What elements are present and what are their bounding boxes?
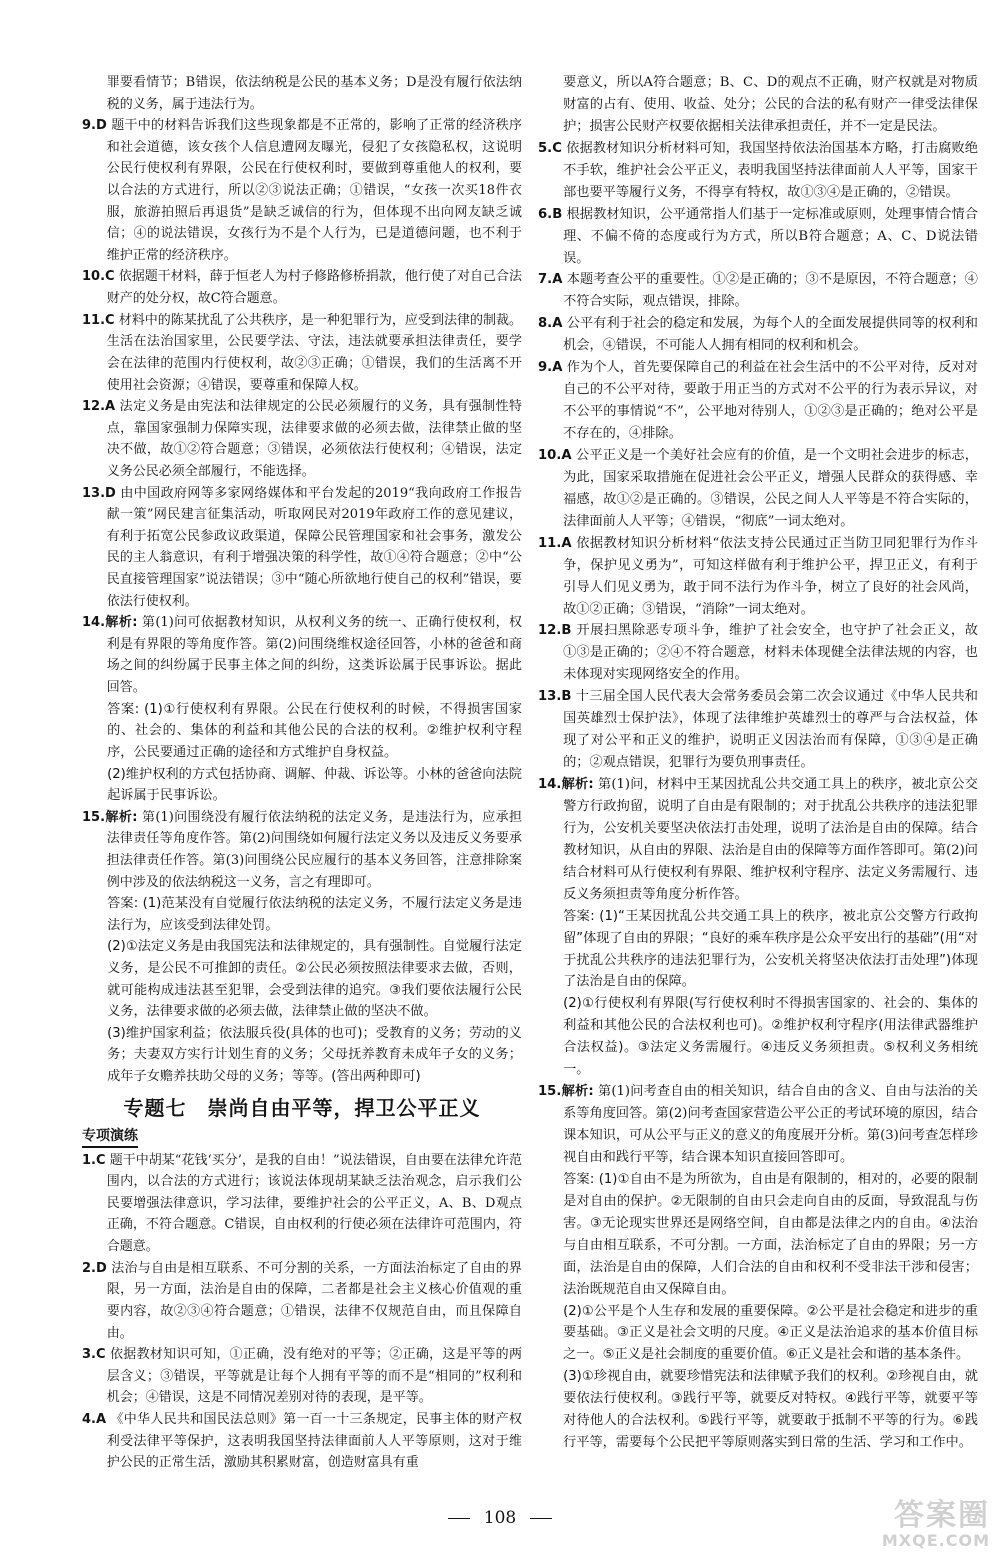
question-item <box>82 807 522 893</box>
question-item <box>538 269 978 313</box>
item-text: 开展扫黑除恶专项斗争，维护了社会安全，也守护了社会正义，故①③是正确的；②④不符合题意，材料未体现健全法律法规的内容，也未体现对实现网络安全的作用。 <box>563 623 978 683</box>
answer-block <box>538 1169 978 1301</box>
subsection-heading: 专项演练 <box>82 1126 138 1148</box>
item-text: (1)“王某因扰乱公共交通工具上的秩序，被北京公交警方行政拘留”体现了自由的界限；“良好的乘车秩序是公众平安出行的基础”(用“对于扰乱公共秩序的违法犯罪行为，公安机关将坚决依法打击处理”)体现了法治是自由的保障。 <box>563 908 978 990</box>
answer-choice: D <box>105 485 116 501</box>
answer-choice: B <box>552 206 563 222</box>
answer-label: 答案: <box>107 896 139 912</box>
text-continuation <box>82 764 522 807</box>
answer-block <box>82 893 522 936</box>
item-text: 第(1)问围绕没有履行依法纳税的法定义务，是违法行为，应承担法律责任等角度作答。第(2)问围绕如何履行法定义务以及违反义务要承担法律责任作答。第(3)问围绕公民应履行的基本义务回答，注意排除案例中涉及的依法纳税这一义务，言之有理即可。 <box>106 809 522 890</box>
item-text: 材料中的陈某扰乱了公共秩序，是一种犯罪行为，应受到法律的制裁。生活在法治国家里，公民要学法、守法，违法就要承担法律责任，要学会在法律的范围内行使权利，故②③正确；①错误，我们的生活离不开使用社会资源；④错误，要尊重和保障人权。 <box>106 312 522 393</box>
item-text: 依据教材知识可知，①正确，没有绝对的平等；②正确，这是平等的两层含义；③错误，平等就是让每个人拥有平等的而不是“相同的”权利和机会；④错误，这是不同情况差别对待的表现，是平等。 <box>106 1347 522 1406</box>
item-text: (3)维护国家利益；依法服兵役(具体的也可)；受教育的义务；劳动的义务；夫妻双方实行计划生育的义务；父母抚养教育未成年子女的义务；成年子女赡养扶助父母的义务；等等。(答出两种即可) <box>107 1025 522 1085</box>
section-title: 专题七 崇尚自由平等，捍卫公平正义 <box>123 1095 481 1120</box>
question-item <box>538 620 978 686</box>
answer-choice: C <box>105 269 115 285</box>
question-number: 11. <box>538 535 562 551</box>
left-column <box>82 72 522 1474</box>
answer-label: 答案: <box>563 1171 595 1187</box>
item-text: (1)①行使权利有界限。公民在行使权利的时候，不得损害国家的、社会的、集体的利益和其他公民的合法的权利。②维护权利守程序，公民要通过正确的途径和方式维护自身权益。 <box>107 701 522 760</box>
watermark-bottom: MXQE.COM <box>881 1531 990 1550</box>
answer-choice: A <box>561 447 572 463</box>
question-number: 13. <box>538 689 562 705</box>
answer-choice: A <box>95 1411 107 1427</box>
question-number: 13. <box>82 485 106 501</box>
item-text: 公平正义是一个美好社会应有的价值，是一个文明社会进步的标志，为此，国家采取措施在促进社会公平正义，增强人民群众的获得感、幸福感，故①②是正确的。③错误，公民之间人人平等是不符合实际的，法律面前人人平等；④错误，“彻底”一词太绝对。 <box>563 447 978 529</box>
question-number: 9. <box>538 360 553 376</box>
item-text: 《中华人民共和国民法总则》第一百一十三条规定，民事主体的财产权利受法律平等保护，这表明我国坚持法律面前人人平等原则，这对于维护公民的正常生活，激励其积累财富，创造财富具有重 <box>106 1411 522 1471</box>
question-number: 14. <box>538 777 562 792</box>
watermark-logo <box>800 1500 990 1550</box>
item-text: 由中国政府网等多家网络媒体和平台发起的2019“我向政府工作报告献一策”网民建言征集活动，听取网民对2019年政府工作的意见建议，有利于拓宽公民参政议政渠道，保障公民管理国家和社会事务，激发公民的主人翁意识，有利于增强决策的科学性，故①④符合题意；②中“公民直接管理国家”说法错误；③中“随心所欲地行使自己的权利”错误，要依法行使权利。 <box>106 485 522 609</box>
item-text: (2)①公平是个人生存和发展的重要保障。②公平是社会稳定和进步的重要基础。③正义是社会文明的尺度。④正义是法治追求的基本价值目标之一。⑤正义是社会制度的重要价值。⑥正义是社会和谐的基本条件。 <box>563 1303 978 1363</box>
question-number: 7. <box>538 272 553 288</box>
question-item <box>538 686 978 774</box>
watermark-top: 答案圈 <box>894 1498 990 1533</box>
item-text: 第(1)问考查自由的相关知识，结合自由的含义、自由与法治的关系等角度回答。第(2)问考查国家营造公平公正的考试环境的原因，结合课本知识，可从公平与正义的意义的角度展开分析。第(3)问考查怎样珍视自由和践行平等，结合课本知识直接回答即可。 <box>563 1084 978 1165</box>
item-text: 要意义，所以A符合题意；B、C、D的观点不正确，财产权就是对物质财富的占有、使用、收益、处分；公民的合法的私有财产一律受法律保护；损害公民财产权要依据相关法律承担责任，并不一定是民法。 <box>563 75 978 134</box>
question-item <box>538 774 978 906</box>
item-text: 依据教材知识分析材料可知，我国坚持依法治国基本方略，打击腐败绝不手软，维护社会公平正义，表明我国坚持法律面前人人平等，国家干部也要平等履行义务，不得享有特权，故①③④是正确的，②错误。 <box>563 140 978 200</box>
question-number: 10. <box>82 269 106 285</box>
question-item <box>82 396 522 482</box>
item-text: 本题考查公平的重要性。①②是正确的；③不是原因，不符合题意；④不符合实际，观点错误，排除。 <box>563 272 978 310</box>
answer-choice: C <box>552 140 562 156</box>
item-text: 法治与自由是相互联系、不可分割的关系，一方面法治标定了自由的界限，另一方面，法治是自由的保障，二者都是社会主义核心价值观的重要内容，故②③④符合题意；①错误，法律不仅规范自由，而且保障自由。 <box>106 1260 522 1341</box>
question-item <box>82 1258 522 1344</box>
item-text: (2)①行使权利有界限(写行使权利时不得损害国家的、社会的、集体的利益和其他公民的合法权利也可)。②维护权利守程序(用法律武器维护合法权益)。③法定义务需履行。④违反义务须担责。⑤权利义务相统一。 <box>563 996 978 1078</box>
question-number: 8. <box>538 316 553 332</box>
question-item <box>82 612 522 698</box>
item-text: (1)范某没有自觉履行依法纳税的法定义务，不履行法定义务是违法行为，应该受到法律处罚。 <box>107 896 522 933</box>
question-number: 15. <box>538 1084 562 1100</box>
text-continuation <box>82 1023 522 1088</box>
text-continuation <box>538 1366 978 1454</box>
question-item <box>82 1409 522 1474</box>
text-continuation <box>82 936 522 1022</box>
item-text: 作为个人，首先要保障自己的利益在社会生活中的不公平对待，反对对自己的不公平对待，要敢于用正当的方式对不公平的行为表示异议，对不公平的事情说“不”，公平地对待别人，①②③是正确的；绝对公平是不存在的，④排除。 <box>563 360 978 441</box>
question-number: 15. <box>82 809 106 825</box>
question-number: 11. <box>82 312 106 328</box>
answer-choice: A <box>552 272 563 288</box>
answer-choice: D <box>95 118 107 134</box>
question-item <box>538 533 978 621</box>
answer-choice: D <box>95 1260 107 1276</box>
question-item <box>538 357 978 445</box>
question-number: 3. <box>82 1347 96 1363</box>
answer-block <box>538 906 978 994</box>
item-text: 题干中的材料告诉我们这些现象都是不正常的，影响了正常的经济秩序和社会道德，该女孩个人信息遭网友曝光，侵犯了女孩隐私权，这说明公民行使权利有界限，公民在行使权利时，要做到尊重他人的权利，要以合法的方式进行，所以②③说法正确；①错误，“女孩一次买18件衣服，旅游拍照后再退货”是缺乏诚信的行为，但体现不出向网友缺乏诚信；④的说法错误，女孩行为不是个人行为，已是道德问题，也不利于维护正常的经济秩序。 <box>106 118 522 263</box>
answer-choice: A <box>552 360 563 376</box>
answer-label: 答案: <box>107 701 140 717</box>
text-continuation <box>538 1301 978 1367</box>
answer-choice: B <box>561 689 572 705</box>
right-column <box>538 72 978 1454</box>
dash-left <box>448 1518 470 1519</box>
question-item <box>538 204 978 270</box>
item-text: 依据题干材料，薛于恒老人为村子修路修桥捐款，他行使了对自己合法财产的处分权，故C符合题意。 <box>106 269 522 307</box>
question-item <box>82 483 522 613</box>
question-item <box>538 138 978 204</box>
answer-block <box>82 699 522 764</box>
question-item <box>82 115 522 266</box>
question-number: 1. <box>82 1152 96 1168</box>
item-text: 依据教材知识分析材料“依法支持公民通过正当防卫同犯罪行为作斗争，保护见义勇为”，可知这样做有利于维护公平，捍卫正义，有利于引导人们见义勇为，敢于同不法行为作斗争，树立了良好的社会风尚，故①②正确；③错误，“消除”一词太绝对。 <box>563 535 978 617</box>
question-number: 5. <box>538 140 553 156</box>
question-item <box>82 1344 522 1409</box>
answer-choice: 解析: <box>105 809 138 825</box>
answer-choice: C <box>95 1347 106 1363</box>
item-text: (2)①法定义务是由我国宪法和法律规定的，具有强制性。自觉履行法定义务，是公民不可推卸的责任。②公民必须按照法律要求去做，否则，就可能构成违法甚至犯罪，会受到法律的追究。③我们要依法履行公民义务，法律要求做的必须去做，法律禁止做的坚决不做。 <box>107 939 522 1020</box>
item-text: 根据教材知识，公平通常指人们基于一定标准或原则，处理事情合情合理、不偏不倚的态度或行为方式，所以B符合题意；A、C、D说法错误。 <box>563 206 978 266</box>
question-item <box>82 1150 522 1258</box>
item-text: 第(1)问，材料中王某因扰乱公共交通工具上的秩序，被北京公交警方行政拘留，说明了自由是有限制的；对于扰乱公共秩序的违法犯罪行为，公安机关要坚决依法打击处理，说明了法治是自由的保障。结合教材知识，从自由的界限、法治是自由的保障等方面作答即可。第(2)问结合材料可从行使权利有界限、维护权利守程序、法定义务需履行、违反义务须担责等角度分析作答。 <box>563 777 978 902</box>
question-number: 12. <box>82 399 106 415</box>
text-continuation <box>538 72 978 138</box>
question-number: 6. <box>538 206 553 222</box>
item-text: 法定义务是由宪法和法律规定的公民必须履行的义务，具有强制性特点，靠国家强制力保障实现，法律要求做的必须去做，法律禁止做的坚决不做，故①②符合题意；③错误，必须依法行使权利；④错误，法定义务公民必须全部履行，不能选择。 <box>106 399 522 479</box>
question-number: 9. <box>82 118 96 134</box>
question-number: 2. <box>82 1260 96 1276</box>
dash-right <box>530 1518 552 1519</box>
answer-choice: B <box>561 623 572 639</box>
item-text: (2)维护权利的方式包括协商、调解、仲裁、诉讼等。小林的爸爸向法院起诉属于民事诉讼。 <box>107 766 522 804</box>
question-number: 4. <box>82 1411 96 1427</box>
question-item <box>82 266 522 309</box>
answer-choice: A <box>552 316 563 332</box>
item-text: 题干中胡某“花钱‘买分’，是我的自由！”说法错误，自由要在法律允许范围内，以合法的方式进行；该说法体现胡某缺乏法治观念，启示我们公民要增强法律意识，学习法律，要维护社会的公平正义，A、B、D观点正确，不符合题意。C错误，自由权利的行使必须在法律许可范围内，符合题意。 <box>106 1152 522 1255</box>
text-continuation <box>538 993 978 1081</box>
answer-label: 答案: <box>563 908 595 924</box>
answer-choice: C <box>95 1152 106 1168</box>
question-number: 12. <box>538 623 562 639</box>
answer-choice: C <box>105 312 115 328</box>
item-text: (1)①自由不是为所欲为，自由是有限制的，相对的，必要的限制是对自由的保护。②无限制的自由只会走向自由的反面，导致混乱与伤害。③无论现实世界还是网络空间，自由都是法律之内的自由。④法治与自由相互联系，不可分割。一方面，法治标定了自由的界限；另一方面，法治是自由的保障，人们合法的自由和权利不受非法干涉和侵害；法治既规范自由又保障自由。 <box>563 1171 978 1297</box>
page-number-text: 108 <box>483 1508 517 1528</box>
question-item <box>82 310 522 396</box>
item-text: (3)①珍视自由，就要珍惜宪法和法律赋予我们的权利。②珍视自由，就要依法行使权利。③践行平等，就要反对特权。④践行平等，就要平等对待他人的合法权利。⑤践行平等，就要敢于抵制不平等的行为。⑥践行平等，需要每个公民把平等原则落实到日常的生活、学习和工作中。 <box>563 1369 978 1451</box>
question-number: 10. <box>538 447 562 463</box>
question-item <box>538 1081 978 1169</box>
item-text: 十三届全国人民代表大会常务委员会第二次会议通过《中华人民共和国英雄烈士保护法》，体现了法律维护英雄烈士的尊严与合法权益，体现了对公平和正义的维护，说明正义因法治而有保障，①③④是正确的；②观点错误，犯罪行为要负刑事责任。 <box>563 689 978 771</box>
item-text: 第(1)问可依据教材知识，从权利义务的统一、正确行使权利，权利是有界限的等角度作答。第(2)问围绕维权途径回答，小林的爸爸和商场之间的纠纷属于民事主体之间的纠纷，这类诉讼属于民事诉讼。据此回答。 <box>106 615 522 696</box>
item-text: 罪要看情节；B错误，依法纳税是公民的基本义务；D是没有履行依法纳税的义务，属于违法行为。 <box>106 75 522 112</box>
answer-choice: 解析: <box>561 1084 594 1100</box>
question-item <box>538 445 978 533</box>
item-text: 公平有利于社会的稳定和发展，为每个人的全面发展提供同等的权利和机会，④错误，不可能人人拥有相同的权利和机会。 <box>563 316 978 354</box>
question-number: 14. <box>82 615 106 631</box>
answer-choice: A <box>105 399 116 415</box>
answer-choice: A <box>561 535 572 551</box>
text-continuation <box>82 72 522 115</box>
question-item <box>538 313 978 357</box>
answer-choice: 解析: <box>105 615 138 631</box>
answer-choice: 解析: <box>561 777 594 792</box>
